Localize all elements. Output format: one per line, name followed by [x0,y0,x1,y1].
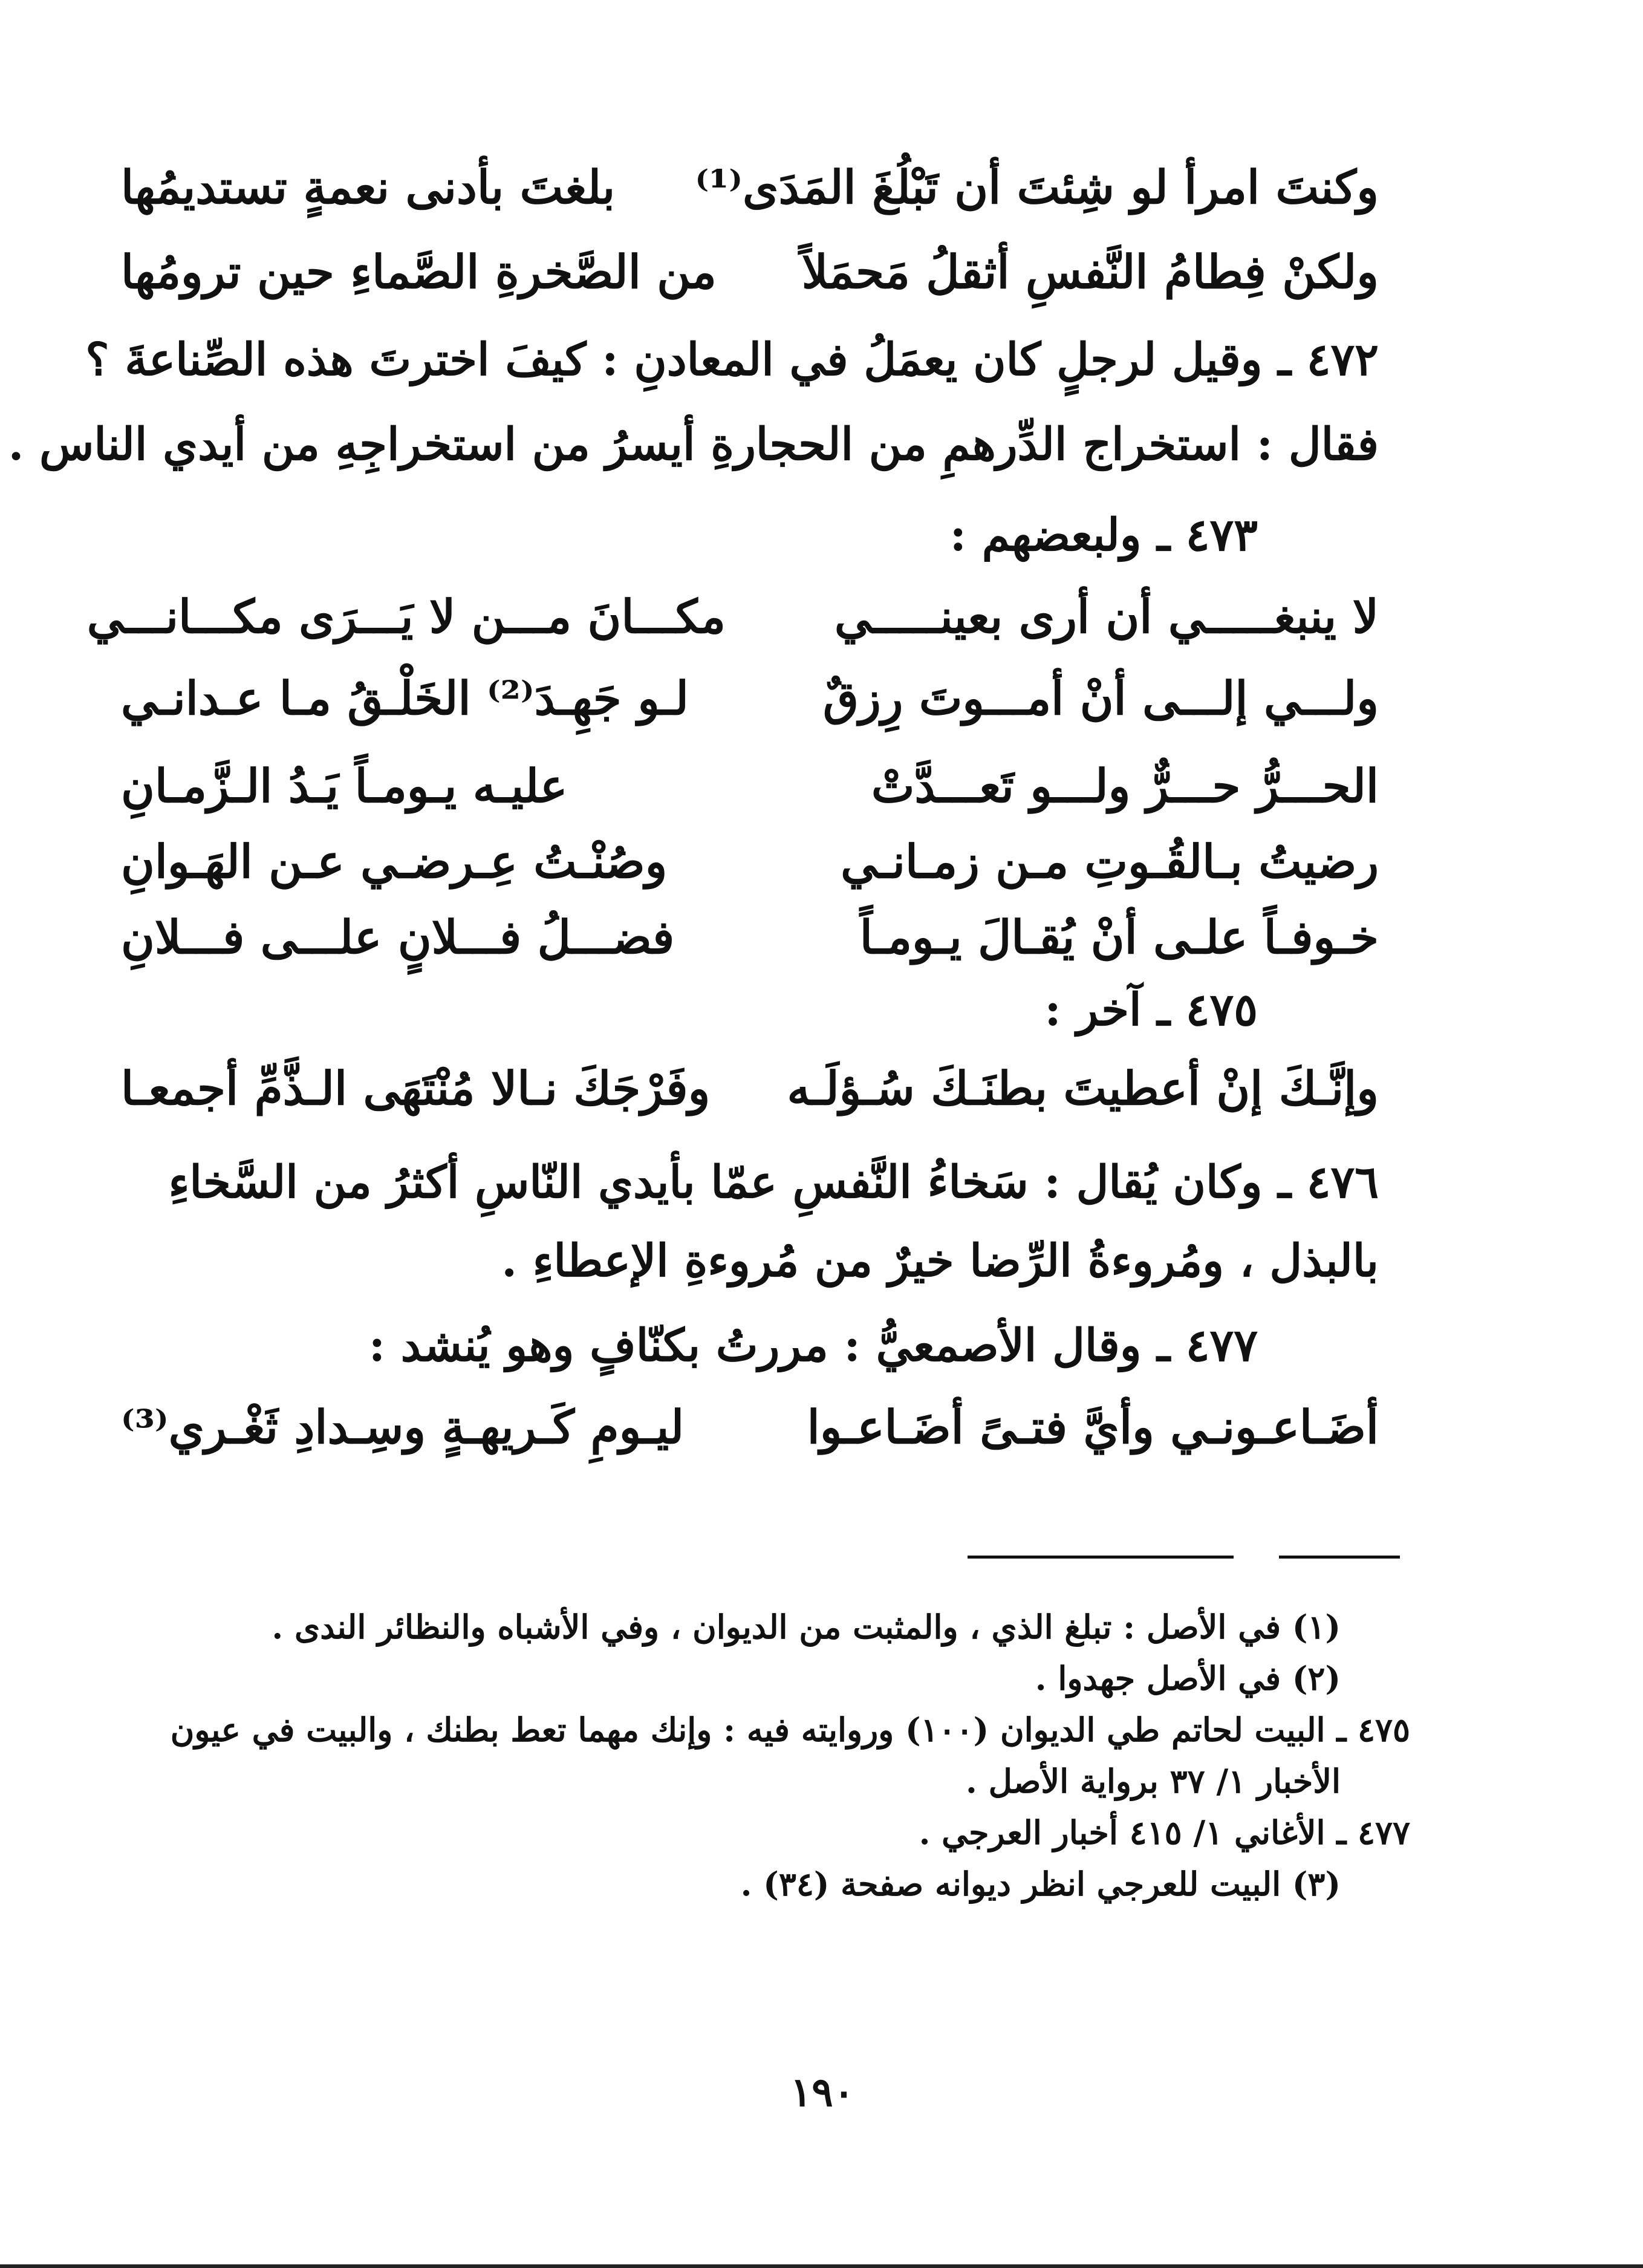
verse-first-hemistich: أضَـاعـونـي وأيَّ فتـىً أضَـاعـوا [807,1400,1379,1454]
verse-first-hemistich: وإنَّـكَ إنْ أعطيتَ بطنَـكَ سُـؤلَـه [787,1061,1379,1115]
poem-473-verse [121,750,1379,823]
poem-475-verse [121,1052,1379,1125]
footnote-separator [1279,1556,1400,1559]
verse-first-hemistich: خـوفـاً علـى أنْ يُقـالَ يـومـاً [859,910,1379,964]
heading-477: ٤٧٧ ـ وقال الأصمعيُّ : مررتُ بكنّافٍ وهو يُنشد : [368,1320,1258,1372]
poem-477-verse [121,1391,1379,1464]
verse-second-hemistich: فضـــلُ فـــلانٍ علـــى فـــلانِ [121,910,675,964]
verse-line [121,151,1379,224]
verse-second-hemistich: ليـومِ كَـريهـةٍ وسِـدادِ ثَغْـري⁽³⁾ [121,1400,685,1454]
verse-second-hemistich: وصُنْـتُ عِـرضـي عـن الهَـوانِ [121,835,668,888]
footnote-2: (٢) في الأصل جهدوا . [1035,1659,1341,1698]
footnote-3: (٣) البيت للعرجي انظر ديوانه صفحة (٣٤) . [740,1865,1341,1903]
verse-second-hemistich: عليـه يـومـاً يَـدُ الـزَّمـانِ [121,759,568,813]
poem-473-verse [121,826,1379,898]
verse-second-hemistich: وفَرْجَكَ نـالا مُنْتَهَى الـذَّمِّ أجمعـا [121,1061,711,1115]
heading-473: ٤٧٣ ـ ولبعضهم : [949,509,1258,561]
verse-first-hemistich: رضيتُ بـالقُـوتِ مـن زمـانـي [841,835,1379,888]
footnote-475-line-2: الأخبار ١/ ٣٧ برواية الأصل . [965,1762,1341,1800]
verse-first-hemistich: وكنتَ امرأ لو شِئتَ أن تَبْلُغَ المَدَى⁽¹⁾ [695,160,1379,214]
page-number: ١٩٠ [790,2068,855,2116]
poem-473-verse [121,662,1379,735]
verse-second-hemistich: بلغتَ بأدنى نعمةٍ تستديمُها [121,160,616,214]
verse-first-hemistich: ولـــي إلـــى أنْ أمـــوتَ رِزقٌ [823,671,1379,725]
footnote-475-line-1: ٤٧٥ ـ البيت لحاتم طي الديوان (١٠٠) وروايته فيه : وإنك مهما تعط بطنك ، والبيت في عيون [170,1710,1410,1749]
verse-first-hemistich: الحـــرُّ حـــرٌّ ولـــو تَعـــدَّتْ [871,759,1379,813]
poem-473-verse [86,581,1379,653]
verse-second-hemistich: لـو جَهِـدَ⁽²⁾ الخَلْـقُ مـا عـدانـي [121,671,689,725]
verse-second-hemistich: من الصَّخرةِ الصَّماءِ حين ترومُها [121,245,717,299]
heading-475: ٤٧٥ ـ آخر : [1044,984,1258,1036]
paragraph-472-line-1: ٤٧٢ ـ وقيل لرجلٍ كان يعمَلُ في المعادنِ : كيفَ اخترتَ هذه الصِّناعةَ ؟ [85,334,1379,386]
verse-second-hemistich: مكـــانَ مـــن لا يَـــرَى مكـــانـــي [86,590,726,644]
footnote-477: ٤٧٧ ـ الأغاني ١/ ٤١٥ أخبار العرجي . [919,1813,1410,1852]
verse-first-hemistich: ولكنْ فِطامُ النَّفسِ أثقلُ مَحمَلاً [801,245,1379,299]
paragraph-472-line-2: فقال : استخراج الدِّرهمِ من الحجارةِ أيسرُ من استخراجِهِ من أيدي الناس . [8,419,1379,471]
scan-bottom-border [0,2264,1643,2268]
poem-473-verse [121,901,1379,974]
verse-first-hemistich: لا ينبغـــــي أن أرى بعينـــــي [834,590,1379,644]
footnote-1: (١) في الأصل : تبلغ الذي ، والمثبت من الديوان ، وفي الأشباه والنظائر الندى . [272,1608,1341,1646]
paragraph-476-line-2: بالبذل ، ومُروءةُ الرِّضا خيرٌ من مُروءةِ الإعطاءِ . [501,1235,1379,1287]
paragraph-476-line-1: ٤٧٦ ـ وكان يُقال : سَخاءُ النَّفسِ عمّا بأيدي النّاسِ أكثرُ من السَّخاءِ [168,1156,1379,1208]
verse-line [121,236,1379,308]
footnote-separator [968,1556,1234,1559]
